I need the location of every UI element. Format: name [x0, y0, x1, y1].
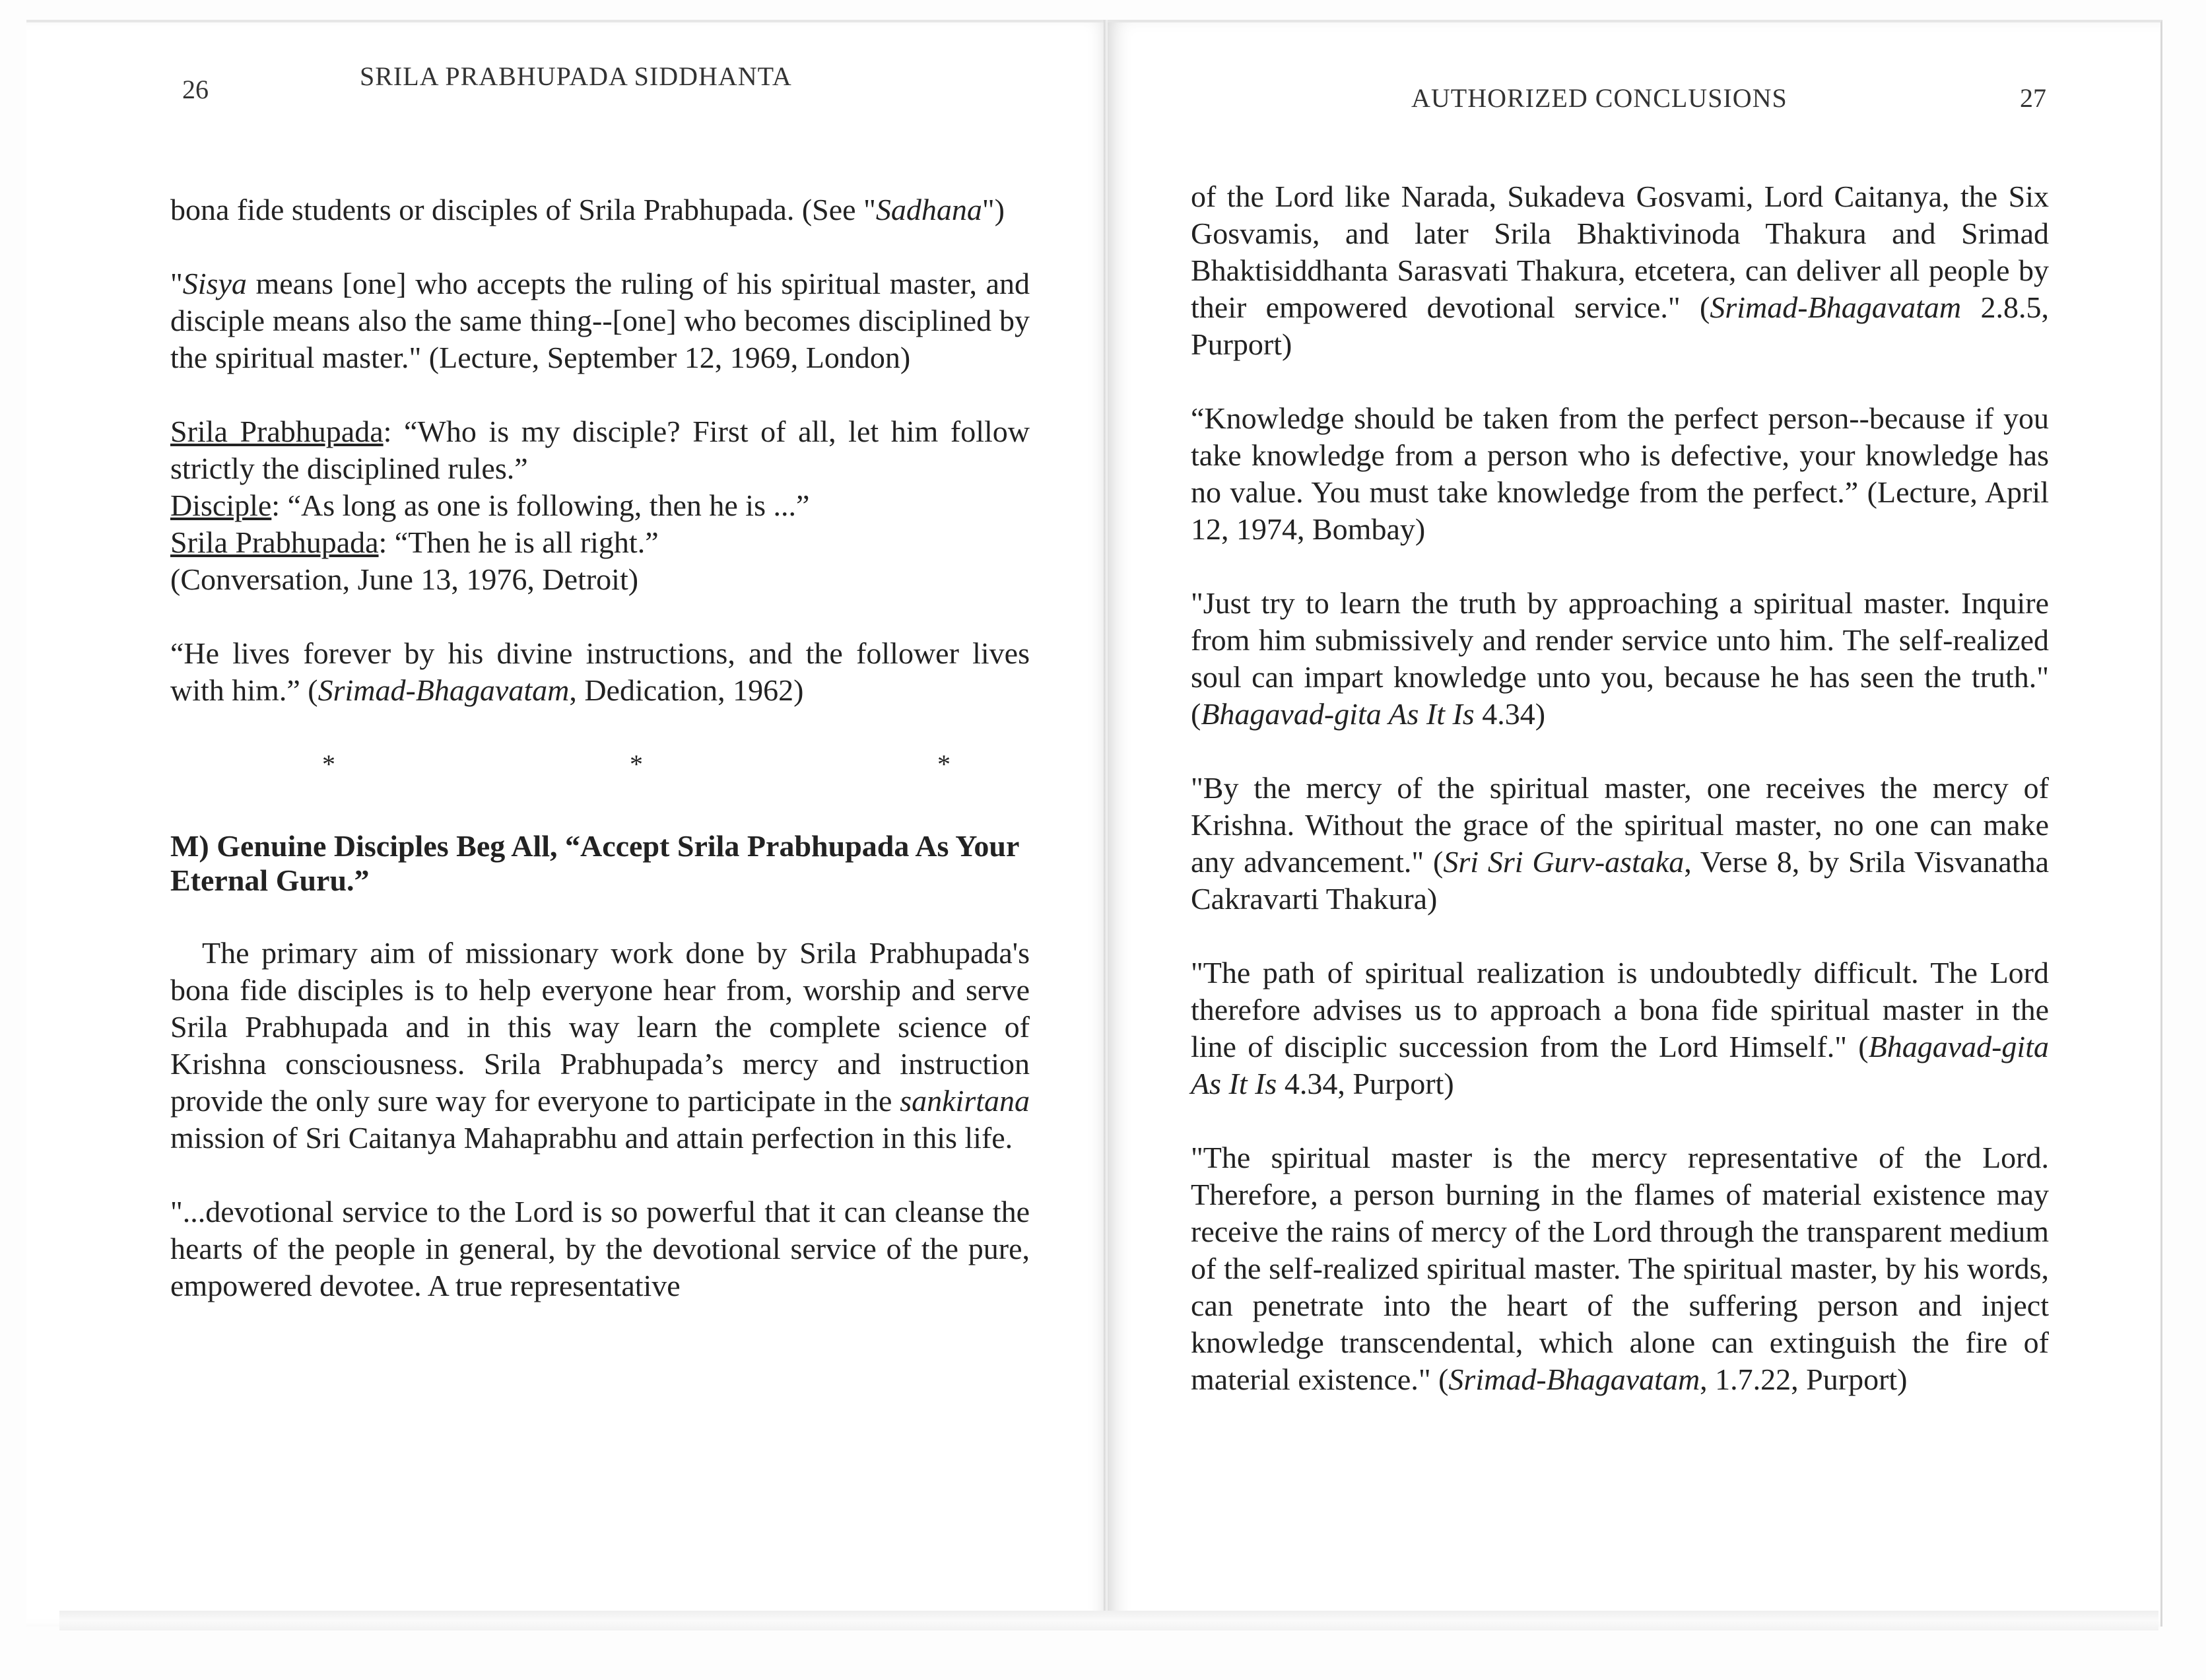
- speaker-label: Srila Prabhupada: [170, 525, 379, 559]
- speaker-label: Disciple: [170, 488, 272, 522]
- right-running-header: AUTHORIZED CONCLUSIONS: [1411, 83, 1788, 113]
- paragraph-sisya-quote: "Sisya means [one] who accepts the ruling of his spiritual master, and disciple means also the same thing--[one] who becomes disciplined by the spiritual master." (Lecture, September 12, 1969, London): [170, 267, 1030, 374]
- paragraph-devotional-service-quote: "...devotional service to the Lord is so powerful that it can cleanse the hearts of the people in general, by the devotional service of the pure, empowered devotee. A true representative: [170, 1195, 1030, 1302]
- quote-bhagavad-gita-434: "Just try to learn the truth by approaching a spiritual master. Inquire from him submissively and render service unto him. The self-realized soul can impart knowledge unto you, because he has seen the truth." (Bhagavad-gita As It Is 4.34): [1191, 586, 2049, 731]
- section-heading: M) Genuine Disciples Beg All, “Accept Srila Prabhupada As Your Eternal Guru.”: [170, 829, 1019, 897]
- speaker-label: Srila Prabhupada: [170, 415, 384, 448]
- conversation-line-2: Disciple: “As long as one is following, then he is ...”: [170, 488, 810, 522]
- quote-continued: of the Lord like Narada, Sukadeva Gosvami, Lord Caitanya, the Six Gosvamis, and later Srila Bhaktivinoda Thakura and Srimad Bhaktisiddhanta Sarasvati Thakura, etcetera, can deliver all people by their empowered devotional service." (Srimad-Bhagavatam 2.8.5, Purport): [1191, 180, 2049, 361]
- left-page-number: 26: [182, 75, 209, 104]
- quote-mercy-representative: "The spiritual master is the mercy representative of the Lord. Therefore, a person burning in the flames of material existence may receive the rains of mercy of the Lord through the transparent medium of the self-realized spiritual master. The spiritual master, by his words, can penetrate into the heart of the suffering person and inject knowledge transcendental, which alone can extinguish the fire of material existence." (Srimad-Bhagavatam, 1.7.22, Purport): [1191, 1141, 2049, 1396]
- right-page-number: 27: [2020, 83, 2046, 113]
- right-page-body: [1191, 178, 2049, 1398]
- conversation-citation: (Conversation, June 13, 1976, Detroit): [170, 562, 639, 596]
- quote-gurv-astaka: "By the mercy of the spiritual master, one receives the mercy of Krishna. Without the grace of the spiritual master, no one can make any advancement." (Sri Sri Gurv-astaka, Verse 8, by Srila Visvanatha Cakravarti Thakura): [1191, 771, 2049, 916]
- left-page-body: [170, 191, 1030, 1304]
- paragraph-missionary-work: The primary aim of missionary work done by Srila Prabhupada's bona fide disciples is to help everyone hear from, worship and serve Srila Prabhupada and in this way learn the complete science of Krishna consciousness. Srila Prabhupada’s mercy and instruction provide the only sure way for everyone to participate in the sankirtana mission of Sri Caitanya Mahaprabhu and attain perfection in this life.: [170, 936, 1030, 1155]
- quote-knowledge: “Knowledge should be taken from the perfect person--because if you take knowledge from a person who is defective, your knowledge has no value. You must take knowledge from the perfect.” (Lecture, April 12, 1974, Bombay): [1191, 401, 2049, 546]
- paragraph-sadhana-reference: bona fide students or disciples of Srila Prabhupada. (See "Sadhana"): [170, 193, 1005, 226]
- section-divider-stars: * * *: [322, 749, 951, 779]
- conversation-line-1: Srila Prabhupada: “Who is my disciple? First of all, let him follow strictly the disciplined rules.”: [170, 415, 1030, 485]
- page-bottom-edge: [59, 1611, 2158, 1630]
- conversation-line-3: Srila Prabhupada: “Then he is all right.”: [170, 525, 659, 559]
- left-running-header: SRILA PRABHUPADA SIDDHANTA: [360, 61, 792, 91]
- quote-spiritual-realization: "The path of spiritual realization is undoubtedly difficult. The Lord therefore advises us to approach a bona fide spiritual master in the line of disciplic succession from the Lord Himself." (Bhagavad-gita As It Is 4.34, Purport): [1191, 956, 2049, 1100]
- paragraph-dedication-quote: “He lives forever by his divine instructions, and the follower lives with him.” (Srimad-Bhagavatam, Dedication, 1962): [170, 636, 1030, 707]
